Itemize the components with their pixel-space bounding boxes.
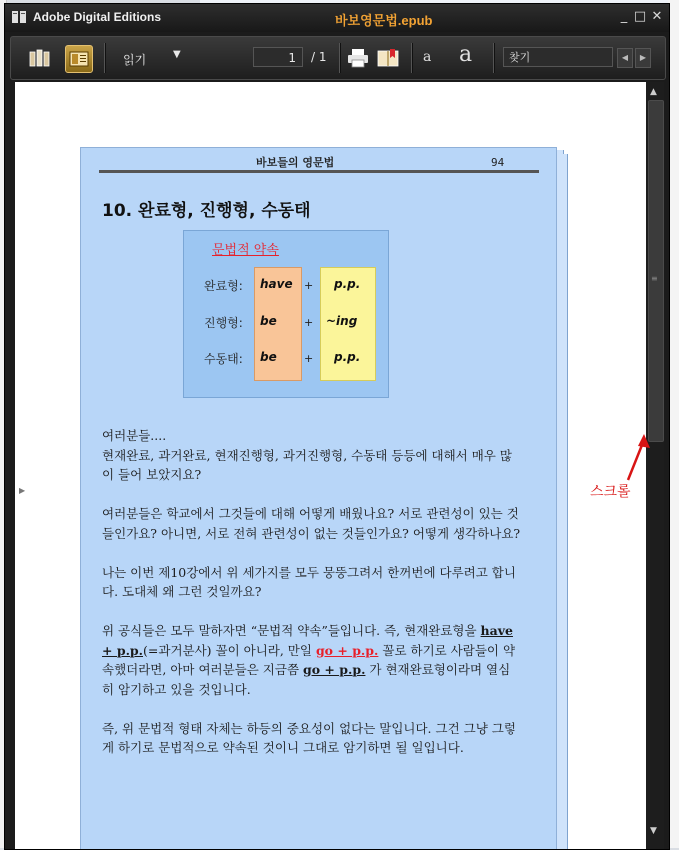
restore-button[interactable]: □: [633, 9, 647, 24]
body-text: [102, 426, 522, 777]
chevron-down-icon[interactable]: ▼: [173, 49, 181, 60]
scroll-down-icon[interactable]: ▼: [650, 826, 657, 836]
paragraph: 나는 이번 제10강에서 위 세가지를 모두 뭉뚱그려서 한꺼번에 다루려고 합니다. 도대체 왜 그런 것일까요?: [102, 564, 516, 599]
paragraph-segment: 위 공식들은 모두 말하자면 “문법적 약속”들입니다. 즉, 현재완료형을: [102, 623, 481, 638]
toolbar: [10, 36, 666, 80]
app-window: [4, 3, 670, 850]
rule-plus: +: [304, 352, 314, 365]
page-number: 94: [491, 156, 505, 169]
view-mode-label[interactable]: 읽기: [123, 53, 147, 67]
rule-plus: +: [304, 316, 314, 329]
increase-font-button[interactable]: a: [459, 42, 473, 67]
toolbar-separator: [493, 43, 495, 73]
app-title: Adobe Digital Editions: [33, 10, 161, 24]
rule-aux: be: [260, 314, 277, 328]
toolbar-separator: [411, 43, 413, 73]
rule-aux: be: [260, 350, 277, 364]
rule-label: 완료형:: [204, 279, 243, 293]
library-icon: [29, 49, 51, 67]
paragraph-segment: 꼴로 하기로 사람들이 약속했더라면, 아마 여러분들은 지금쯤: [102, 642, 516, 677]
decrease-font-button[interactable]: a: [423, 49, 432, 65]
paragraph-segment: 가 현재완료형이라며 열심히 암기하고 있을 것입니다.: [102, 662, 511, 697]
page-total: / 1: [311, 50, 327, 64]
paragraph: 여러분들은 학교에서 그것들에 대해 어떻게 배웠나요? 서로 관련성이 있는 것들인가요? 아니면, 서로 전혀 관련성이 없는 것들인가요? 어떻게 생각하나요?: [102, 506, 521, 541]
print-button[interactable]: [345, 45, 371, 71]
book-app-icon: [12, 11, 26, 23]
toolbar-separator: [339, 43, 341, 73]
rules-title: 문법적 약속: [212, 243, 279, 258]
document-title: 바보영문법.epub: [335, 13, 433, 28]
formula-go-pp: go + p.p.: [303, 662, 366, 677]
search-input[interactable]: 찾기: [503, 47, 613, 67]
formula-go-pp-red: go + p.p.: [315, 642, 379, 658]
rule-participle: ~ing: [326, 314, 358, 328]
paragraph: [102, 426, 522, 485]
book-page: [80, 147, 557, 849]
page-number-input[interactable]: 1: [253, 47, 303, 67]
page-stack-edge: [563, 154, 568, 849]
paragraph: [102, 621, 522, 699]
panel-handle-icon[interactable]: ▶: [19, 486, 26, 495]
scroll-grip-icon: ≡: [651, 274, 658, 283]
paragraph-line: 현재완료, 과거완료, 현재진행형, 과거진행형, 수동태 등등에 대해서 매우 많이 들어 보았지요?: [102, 447, 512, 482]
paragraph: 즉, 위 문법적 형태 자체는 하등의 중요성이 없다는 말입니다. 그건 그냥 그렇게 하기로 문법적으로 약속된 것이니 그대로 암기하면 될 일입니다.: [102, 720, 516, 755]
rule-participle: p.p.: [334, 277, 361, 291]
title-bar[interactable]: [5, 4, 669, 32]
running-title: 바보들의 영문법: [256, 156, 335, 169]
library-button[interactable]: [27, 45, 53, 71]
annotation-arrow-icon: [620, 432, 660, 484]
scroll-up-icon[interactable]: ▲: [650, 87, 657, 97]
toolbar-separator: [104, 43, 106, 73]
search-prev-button[interactable]: ◀: [617, 48, 633, 68]
scrollbar-thumb[interactable]: [648, 100, 664, 442]
reading-view-button[interactable]: [65, 45, 93, 73]
grammar-rules-box: [183, 230, 389, 398]
reading-view-icon: [69, 51, 89, 67]
paragraph-line: 여러분들....: [102, 428, 167, 443]
rule-plus: +: [304, 279, 314, 292]
bookmark-button[interactable]: [375, 45, 401, 71]
reading-pane[interactable]: [15, 82, 646, 849]
header-rule: [99, 170, 539, 173]
rule-aux: have: [260, 277, 293, 291]
chapter-heading: 10. 완료형, 진행형, 수동태: [102, 201, 311, 221]
bookmark-icon: [377, 49, 399, 67]
search-next-button[interactable]: ▶: [635, 48, 651, 68]
formula-have-pp: have + p.p.: [102, 623, 513, 658]
rule-label: 진행형:: [204, 316, 243, 330]
paragraph-segment: (=과거분사) 꼴이 아니라, 만일: [143, 642, 316, 658]
rule-label: 수동태:: [204, 352, 243, 366]
rule-participle: p.p.: [334, 350, 361, 364]
printer-icon: [347, 48, 369, 68]
close-button[interactable]: ✕: [651, 9, 663, 24]
minimize-button[interactable]: _: [620, 9, 628, 24]
scroll-annotation: 스크롤: [590, 484, 631, 500]
